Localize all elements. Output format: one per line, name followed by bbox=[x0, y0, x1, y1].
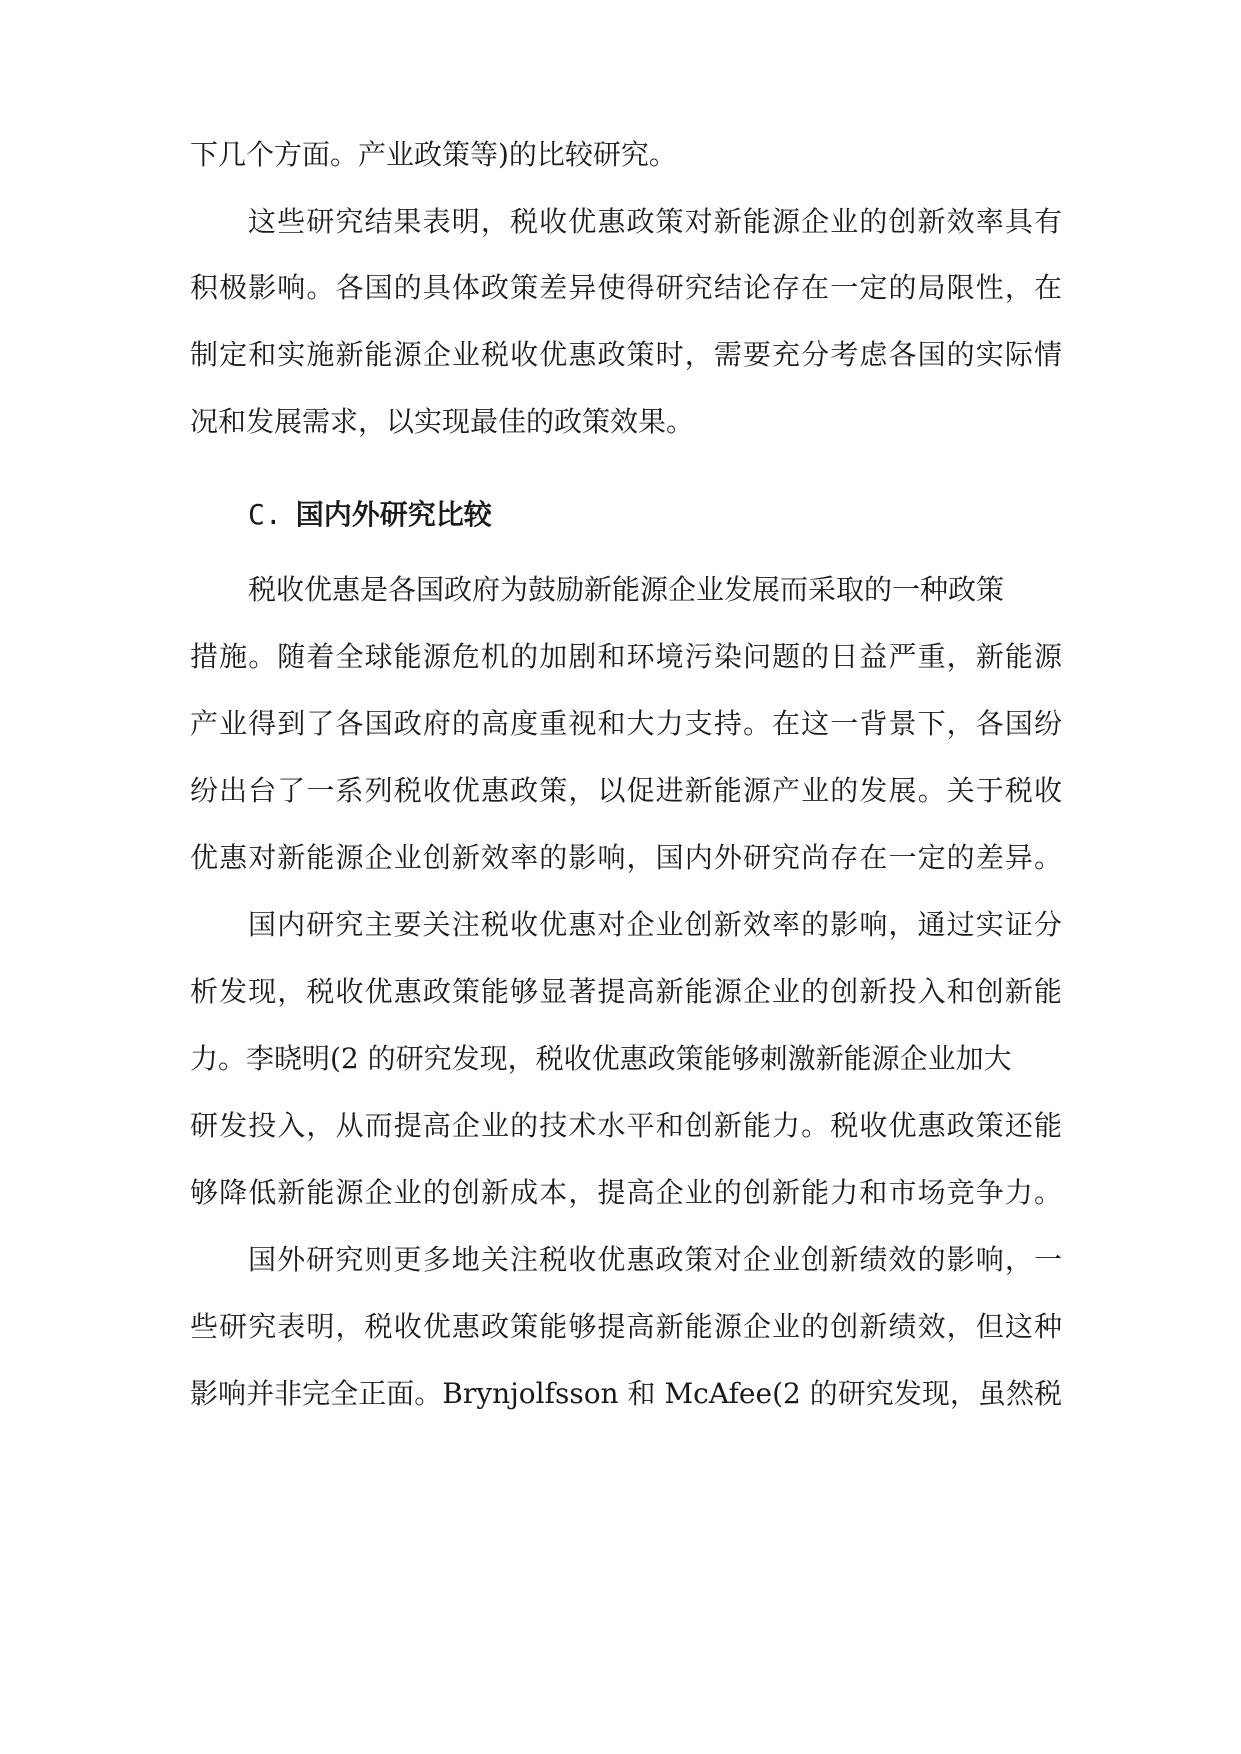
paragraph-line: 力。李晓明(2 的研究发现，税收优惠政策能够刺激新能源企业加大 bbox=[190, 1042, 1012, 1075]
paragraph-line: 纷出台了一系列税收优惠政策，以促进新能源产业的发展。关于税收 bbox=[190, 774, 1062, 807]
paragraph-line: 税收优惠是各国政府为鼓励新能源企业发展而采取的一种政策 bbox=[248, 573, 1005, 606]
paragraph-line: 国内研究主要关注税收优惠对企业创新效率的影响，通过实证分 bbox=[248, 908, 1062, 941]
paragraph-line: 影响并非完全正面。Brynjolfsson 和 McAfee(2 的研究发现，虽然税 bbox=[190, 1377, 1062, 1410]
paragraph-line: 措施。随着全球能源危机的加剧和环境污染问题的日益严重，新能源 bbox=[190, 640, 1062, 673]
section-title: 国内外研究比较 bbox=[295, 498, 492, 531]
paragraph-line: 国外研究则更多地关注税收优惠政策对企业创新绩效的影响，一 bbox=[248, 1243, 1062, 1276]
paragraph-line: 析发现，税收优惠政策能够显著提高新能源企业的创新投入和创新能 bbox=[190, 975, 1062, 1008]
paragraph-line: 产业得到了各国政府的高度重视和大力支持。在这一背景下，各国纷 bbox=[190, 707, 1062, 740]
paragraph-line: 研发投入，从而提高企业的技术水平和创新能力。税收优惠政策还能 bbox=[190, 1109, 1062, 1142]
paragraph-line: 制定和实施新能源企业税收优惠政策时，需要充分考虑各国的实际情 bbox=[190, 338, 1062, 371]
paragraph-line: 积极影响。各国的具体政策差异使得研究结论存在一定的局限性，在 bbox=[190, 271, 1062, 304]
paragraph-line: 况和发展需求，以实现最佳的政策效果。 bbox=[190, 405, 695, 438]
paragraph-line: 下几个方面。产业政策等)的比较研究。 bbox=[190, 138, 677, 171]
paragraph-line: 够降低新能源企业的创新成本，提高企业的创新能力和市场竞争力。 bbox=[190, 1176, 1062, 1209]
paragraph-line: 这些研究结果表明，税收优惠政策对新能源企业的创新效率具有 bbox=[248, 205, 1062, 238]
section-label: C. bbox=[248, 498, 282, 531]
paragraph-line: 些研究表明，税收优惠政策能够提高新能源企业的创新绩效，但这种 bbox=[190, 1310, 1062, 1343]
section-heading bbox=[248, 495, 492, 535]
paragraph-line: 优惠对新能源企业创新效率的影响，国内外研究尚存在一定的差异。 bbox=[190, 841, 1062, 874]
